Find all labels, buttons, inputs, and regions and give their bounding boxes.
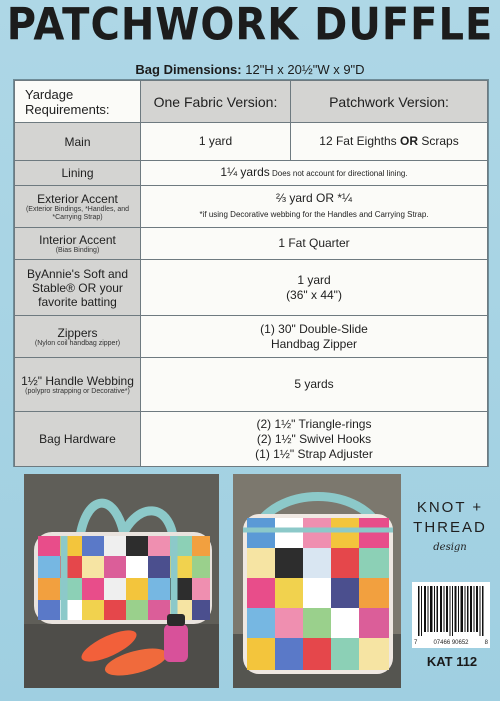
barcode-digit-right: 8 — [484, 640, 488, 646]
zippers-sublabel: (Nylon coil handbag zipper) — [34, 339, 121, 347]
row-label: Bag Hardware — [15, 412, 141, 467]
sku-label: KAT 112 — [426, 654, 478, 669]
exterior-label: Exterior Accent — [37, 191, 118, 206]
table-row-main — [15, 123, 488, 161]
brand-line1: KNOT + — [416, 499, 484, 516]
bag-dimensions — [0, 62, 500, 77]
duffle-bag-side-illustration — [233, 474, 401, 688]
table-row-webbing — [15, 358, 488, 412]
row-label: Main — [15, 123, 141, 161]
brand-line2: THREAD — [413, 519, 487, 536]
barcode-icon — [412, 582, 490, 648]
zippers-value — [141, 316, 488, 358]
hardware-value — [141, 412, 488, 467]
lining-amount: 1¼ yards — [220, 165, 270, 179]
table-header-row — [15, 81, 488, 123]
lining-note: Does not account for directional lining. — [269, 169, 408, 178]
patchwork-value — [291, 123, 488, 161]
row-label — [15, 358, 141, 412]
exterior-value — [141, 186, 488, 228]
interior-sublabel: (Bias Binding) — [55, 246, 100, 254]
webbing-label: 1½" Handle Webbing — [21, 373, 134, 388]
brand-logo — [410, 498, 490, 558]
zippers-line2: Handbag Zipper — [270, 336, 358, 351]
bag-photo-side — [233, 474, 401, 688]
patchwork-or: OR — [400, 134, 419, 148]
table-row-lining — [15, 161, 488, 186]
barcode-digits-mid: 07466 90652 — [433, 640, 469, 646]
table-row-hardware — [15, 412, 488, 467]
zippers-label: Zippers — [57, 325, 98, 340]
exterior-sublabel: (Exterior Bindings, *Handles, and *Carrying Strap) — [25, 205, 130, 221]
row-label — [15, 316, 141, 358]
barcode-digits — [412, 640, 490, 646]
exterior-note: *if using Decorative webbing for the Handles and Carrying Strap. — [199, 210, 429, 219]
stable-amount: 1 yard — [297, 272, 331, 287]
yardage-table — [14, 80, 488, 466]
webbing-value: 5 yards — [141, 358, 488, 412]
hardware-line2: (2) 1½" Swivel Hooks — [256, 431, 372, 446]
row-label — [15, 228, 141, 260]
exterior-amount: ⅔ yard OR *¼ — [275, 191, 353, 205]
interior-value: 1 Fat Quarter — [141, 228, 488, 260]
page-title: PATCHWORK DUFFLE — [6, 0, 494, 51]
one-fabric-value: 1 yard — [141, 123, 291, 161]
lining-value — [141, 161, 488, 186]
table-row-exterior — [15, 186, 488, 228]
row-label: ByAnnie's Soft and Stable® OR your favorite batting — [15, 260, 141, 316]
duffle-bag-illustration — [24, 474, 219, 688]
header-patchwork: Patchwork Version: — [291, 81, 488, 123]
hardware-line3: (1) 1½" Strap Adjuster — [255, 446, 373, 461]
header-one-fabric: One Fabric Version: — [141, 81, 291, 123]
patchwork-text-end: Scraps — [418, 134, 459, 148]
header-yardage: Yardage Requirements: — [15, 81, 141, 123]
stable-size: (36" x 44") — [286, 287, 342, 302]
dimensions-value: 12"H x 20½"W x 9"D — [245, 62, 365, 77]
row-label — [15, 186, 141, 228]
webbing-sublabel: (polypro strapping or Decorative*) — [25, 387, 130, 395]
barcode — [412, 582, 490, 648]
patchwork-text: 12 Fat Eighths — [319, 134, 401, 148]
interior-label: Interior Accent — [39, 232, 116, 247]
hardware-line1: (2) 1½" Triangle-rings — [256, 416, 372, 431]
dimensions-label: Bag Dimensions: — [135, 62, 242, 77]
table-row-zippers — [15, 316, 488, 358]
stable-value — [141, 260, 488, 316]
barcode-digit-left: 7 — [414, 640, 418, 646]
bag-photo-front — [24, 474, 219, 688]
row-label: Lining — [15, 161, 141, 186]
table-row-stable — [15, 260, 488, 316]
table-row-interior — [15, 228, 488, 260]
brand-script: design — [433, 542, 467, 553]
zippers-line1: (1) 30" Double-Slide — [260, 321, 368, 336]
